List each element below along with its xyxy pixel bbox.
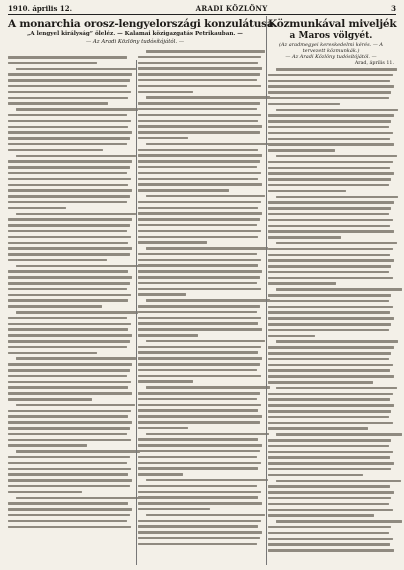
article-headline: A monarchia orosz-lengyelországi konzulátusa. bbox=[8, 18, 277, 30]
text-line bbox=[276, 433, 402, 436]
text-line bbox=[138, 427, 188, 430]
text-line bbox=[138, 473, 183, 476]
text-line bbox=[138, 282, 257, 285]
text-line bbox=[268, 80, 390, 83]
text-line bbox=[138, 444, 262, 447]
text-line bbox=[138, 293, 186, 296]
text-line bbox=[276, 68, 397, 71]
text-line bbox=[268, 329, 389, 332]
text-line bbox=[268, 85, 394, 88]
text-line bbox=[8, 386, 128, 389]
text-line bbox=[268, 259, 394, 262]
text-line bbox=[268, 282, 336, 285]
text-line bbox=[146, 340, 265, 343]
text-line bbox=[8, 288, 127, 291]
text-line bbox=[268, 74, 393, 77]
text-line bbox=[8, 398, 92, 401]
text-line bbox=[8, 439, 131, 442]
text-line bbox=[138, 79, 257, 82]
text-line bbox=[8, 253, 130, 256]
text-line bbox=[268, 393, 393, 396]
article-body-col2 bbox=[138, 50, 262, 545]
text-line bbox=[8, 102, 108, 105]
text-line bbox=[8, 381, 131, 384]
text-line bbox=[146, 514, 265, 517]
text-line bbox=[8, 317, 127, 320]
text-line bbox=[138, 380, 193, 383]
text-line bbox=[8, 375, 127, 378]
text-line bbox=[8, 242, 128, 245]
text-line bbox=[138, 456, 257, 459]
text-line bbox=[8, 189, 132, 192]
text-line bbox=[138, 259, 261, 262]
text-line bbox=[16, 404, 135, 407]
newspaper-name: ARADI KÖZLÖNY bbox=[195, 4, 268, 13]
text-line bbox=[268, 213, 389, 216]
text-line bbox=[268, 300, 389, 303]
text-line bbox=[268, 207, 391, 210]
text-line bbox=[138, 375, 261, 378]
text-line bbox=[8, 340, 130, 343]
text-line bbox=[8, 56, 127, 59]
text-line bbox=[276, 196, 398, 199]
text-line bbox=[138, 160, 260, 163]
text-line bbox=[8, 479, 132, 482]
text-line bbox=[138, 131, 260, 134]
text-line bbox=[16, 213, 136, 216]
text-line bbox=[276, 242, 397, 245]
text-line bbox=[276, 340, 398, 343]
text-line bbox=[138, 154, 262, 157]
text-line bbox=[8, 207, 66, 210]
text-line bbox=[268, 167, 390, 170]
text-line bbox=[8, 462, 127, 465]
text-line bbox=[8, 299, 128, 302]
text-line bbox=[138, 230, 261, 233]
text-line bbox=[268, 364, 393, 367]
text-line bbox=[268, 172, 394, 175]
text-line bbox=[138, 264, 258, 267]
text-line bbox=[268, 91, 391, 94]
article2-subtitle-2: tervezett közmunkák.) bbox=[302, 48, 360, 54]
text-line bbox=[8, 178, 131, 181]
text-line bbox=[138, 363, 260, 366]
text-line bbox=[138, 421, 260, 424]
text-line bbox=[8, 514, 130, 517]
text-line bbox=[138, 450, 260, 453]
text-line bbox=[8, 97, 128, 100]
text-line bbox=[8, 456, 130, 459]
text-line bbox=[268, 138, 390, 141]
text-line bbox=[8, 485, 130, 488]
text-line bbox=[8, 73, 132, 76]
text-line bbox=[268, 468, 391, 471]
text-line bbox=[8, 334, 132, 337]
text-line bbox=[138, 398, 257, 401]
text-line bbox=[8, 473, 128, 476]
text-line bbox=[138, 438, 258, 441]
article1-subheader bbox=[8, 30, 262, 48]
text-columns bbox=[8, 18, 396, 570]
text-line bbox=[138, 276, 260, 279]
text-line bbox=[268, 311, 390, 314]
text-line bbox=[8, 149, 103, 152]
article-body-col3 bbox=[268, 68, 394, 552]
text-line bbox=[138, 189, 229, 192]
text-line bbox=[8, 294, 131, 297]
text-line bbox=[8, 236, 131, 239]
text-line bbox=[138, 392, 260, 395]
text-line bbox=[138, 311, 257, 314]
text-line bbox=[268, 445, 389, 448]
text-line bbox=[138, 496, 258, 499]
text-line bbox=[138, 91, 193, 94]
text-line bbox=[138, 491, 261, 494]
text-line bbox=[268, 277, 393, 280]
text-line bbox=[16, 311, 138, 314]
text-line bbox=[268, 485, 390, 488]
text-line bbox=[138, 56, 261, 59]
text-line bbox=[16, 450, 140, 453]
text-line bbox=[138, 172, 261, 175]
text-line bbox=[8, 282, 130, 285]
text-line bbox=[8, 415, 128, 418]
article2-byline: — Az Aradi Közlöny tudósítójától. — bbox=[285, 54, 377, 60]
text-line bbox=[268, 254, 390, 257]
text-line bbox=[146, 195, 265, 198]
text-line bbox=[268, 474, 363, 477]
text-line bbox=[8, 410, 131, 413]
text-line bbox=[268, 265, 391, 268]
text-line bbox=[138, 415, 262, 418]
text-line bbox=[268, 294, 391, 297]
text-line bbox=[8, 79, 130, 82]
text-line bbox=[138, 502, 262, 505]
text-line bbox=[138, 207, 258, 210]
text-line bbox=[268, 225, 390, 228]
text-line bbox=[268, 248, 393, 251]
text-line bbox=[268, 219, 393, 222]
text-line bbox=[8, 230, 127, 233]
text-line bbox=[8, 369, 130, 372]
text-line bbox=[268, 369, 390, 372]
text-line bbox=[138, 520, 261, 523]
text-line bbox=[8, 85, 127, 88]
text-line bbox=[16, 265, 139, 268]
text-line bbox=[138, 404, 261, 407]
article2-subtitle-1: (Az aradmegyei kereskedelmi kérés. — A bbox=[278, 42, 384, 48]
text-line bbox=[138, 270, 262, 273]
page-number: 3 bbox=[391, 4, 396, 13]
text-line bbox=[146, 386, 270, 389]
text-line bbox=[8, 323, 131, 326]
text-line bbox=[138, 85, 261, 88]
text-line bbox=[8, 444, 87, 447]
text-line bbox=[268, 190, 346, 193]
text-line bbox=[146, 96, 270, 99]
text-line bbox=[8, 508, 132, 511]
text-line bbox=[268, 161, 393, 164]
text-line bbox=[138, 125, 262, 128]
article1-subtitle: „A lengyel királyság” öleléz. — Kalamai közigazgatás Petrikauban. — bbox=[27, 31, 243, 37]
text-line bbox=[146, 479, 268, 482]
text-line bbox=[268, 381, 373, 384]
text-line bbox=[276, 387, 397, 390]
text-line bbox=[16, 108, 138, 111]
text-line bbox=[268, 439, 391, 442]
masthead bbox=[8, 3, 396, 15]
text-line bbox=[138, 102, 260, 105]
text-line bbox=[268, 358, 389, 361]
article1-byline: — Az Aradi Közlöny tudósítójától. — bbox=[85, 39, 185, 45]
text-line bbox=[138, 322, 258, 325]
text-line bbox=[8, 346, 127, 349]
text-line bbox=[8, 247, 132, 250]
text-line bbox=[138, 178, 258, 181]
text-line bbox=[268, 346, 394, 349]
text-line bbox=[138, 120, 258, 123]
column-rule-2 bbox=[266, 16, 267, 565]
text-line bbox=[268, 97, 389, 100]
text-line bbox=[276, 288, 402, 291]
text-line bbox=[268, 416, 389, 419]
text-line bbox=[268, 236, 341, 239]
text-line bbox=[8, 172, 127, 175]
text-line bbox=[8, 433, 127, 436]
text-line bbox=[138, 224, 257, 227]
text-line bbox=[146, 433, 269, 436]
text-line bbox=[138, 369, 257, 372]
text-line bbox=[138, 201, 261, 204]
text-line bbox=[268, 451, 393, 454]
text-line bbox=[268, 456, 390, 459]
text-line bbox=[276, 480, 401, 483]
text-line bbox=[8, 126, 128, 129]
text-line bbox=[268, 404, 394, 407]
text-line bbox=[138, 149, 258, 152]
text-line bbox=[138, 351, 258, 354]
text-line bbox=[138, 253, 257, 256]
article2-dateline: Arad, április 11. bbox=[354, 61, 394, 66]
text-line bbox=[268, 317, 394, 320]
text-line bbox=[8, 427, 130, 430]
text-line bbox=[268, 532, 389, 535]
text-line bbox=[268, 178, 391, 181]
text-line bbox=[8, 131, 132, 134]
text-line bbox=[268, 103, 340, 106]
text-line bbox=[8, 520, 127, 523]
text-line bbox=[8, 328, 128, 331]
text-line bbox=[138, 236, 258, 239]
text-line bbox=[8, 201, 127, 204]
text-line bbox=[146, 299, 270, 302]
text-line bbox=[138, 462, 261, 465]
text-line bbox=[268, 352, 391, 355]
text-line bbox=[138, 73, 260, 76]
text-line bbox=[268, 398, 390, 401]
text-line bbox=[268, 120, 391, 123]
text-line bbox=[138, 183, 262, 186]
text-line bbox=[268, 306, 393, 309]
text-line bbox=[138, 212, 262, 215]
text-line bbox=[8, 491, 82, 494]
text-line bbox=[8, 259, 107, 262]
text-line bbox=[268, 114, 394, 117]
text-line bbox=[138, 334, 198, 337]
article2-headline-line2: a Maros völgyét. bbox=[289, 31, 373, 41]
text-line bbox=[138, 467, 258, 470]
text-line bbox=[268, 509, 393, 512]
text-line bbox=[138, 62, 258, 65]
text-line bbox=[8, 502, 128, 505]
text-line bbox=[138, 537, 260, 540]
text-line bbox=[16, 68, 136, 71]
issue-date: 1910. április 12. bbox=[8, 4, 73, 13]
text-line bbox=[268, 149, 335, 152]
text-line bbox=[8, 363, 132, 366]
text-line bbox=[268, 427, 368, 430]
text-line bbox=[8, 392, 132, 395]
text-line bbox=[146, 143, 269, 146]
text-line bbox=[16, 155, 136, 158]
text-line bbox=[8, 184, 128, 187]
text-line bbox=[268, 538, 393, 541]
text-line bbox=[8, 224, 130, 227]
text-line bbox=[138, 525, 258, 528]
text-line bbox=[268, 514, 374, 517]
text-line bbox=[16, 357, 136, 360]
text-line bbox=[268, 491, 394, 494]
text-line bbox=[8, 120, 131, 123]
text-line bbox=[138, 531, 262, 534]
article-body-col1 bbox=[8, 56, 132, 528]
text-line bbox=[138, 317, 261, 320]
column-rule-1 bbox=[136, 60, 137, 565]
text-line bbox=[146, 50, 265, 53]
text-line bbox=[268, 132, 393, 135]
text-line bbox=[268, 549, 394, 552]
text-line bbox=[138, 241, 207, 244]
text-line bbox=[138, 543, 257, 546]
text-line bbox=[268, 143, 394, 146]
text-line bbox=[8, 421, 132, 424]
text-line bbox=[8, 270, 128, 273]
column-3 bbox=[268, 18, 397, 570]
text-line bbox=[138, 114, 261, 117]
text-line bbox=[268, 184, 389, 187]
text-line bbox=[138, 218, 260, 221]
text-line bbox=[8, 160, 132, 163]
text-line bbox=[8, 352, 97, 355]
text-line bbox=[138, 409, 258, 412]
text-line bbox=[268, 323, 391, 326]
text-line bbox=[138, 108, 257, 111]
text-line bbox=[268, 543, 390, 546]
text-line bbox=[138, 485, 257, 488]
column-2 bbox=[138, 18, 262, 570]
text-line bbox=[8, 218, 132, 221]
text-line bbox=[276, 155, 397, 158]
text-line bbox=[8, 305, 102, 308]
text-line bbox=[138, 288, 261, 291]
text-line bbox=[8, 91, 131, 94]
text-line bbox=[138, 508, 210, 511]
text-line bbox=[268, 126, 389, 129]
text-line bbox=[268, 503, 389, 506]
article2-headline: Közmunkával miveljék bbox=[268, 18, 397, 30]
text-line bbox=[268, 526, 391, 529]
text-line bbox=[8, 114, 127, 117]
text-line bbox=[16, 497, 139, 500]
text-line bbox=[138, 357, 262, 360]
text-line bbox=[138, 328, 262, 331]
text-line bbox=[138, 67, 262, 70]
text-line bbox=[8, 166, 130, 169]
text-line bbox=[268, 462, 394, 465]
text-line bbox=[268, 375, 394, 378]
text-line bbox=[268, 410, 391, 413]
text-line bbox=[276, 520, 402, 523]
text-line bbox=[276, 109, 398, 112]
text-line bbox=[8, 143, 127, 146]
text-line bbox=[268, 335, 315, 338]
text-line bbox=[138, 305, 260, 308]
text-line bbox=[268, 497, 391, 500]
text-line bbox=[268, 422, 393, 425]
text-line bbox=[138, 346, 261, 349]
text-line bbox=[8, 526, 131, 529]
text-line bbox=[138, 166, 257, 169]
text-line bbox=[138, 137, 188, 140]
text-line bbox=[8, 137, 130, 140]
text-line bbox=[8, 276, 132, 279]
text-line bbox=[146, 247, 268, 250]
text-line bbox=[8, 468, 131, 471]
text-line bbox=[268, 271, 389, 274]
text-line bbox=[8, 62, 97, 65]
text-line bbox=[8, 195, 130, 198]
text-line bbox=[268, 201, 394, 204]
text-line bbox=[268, 230, 394, 233]
